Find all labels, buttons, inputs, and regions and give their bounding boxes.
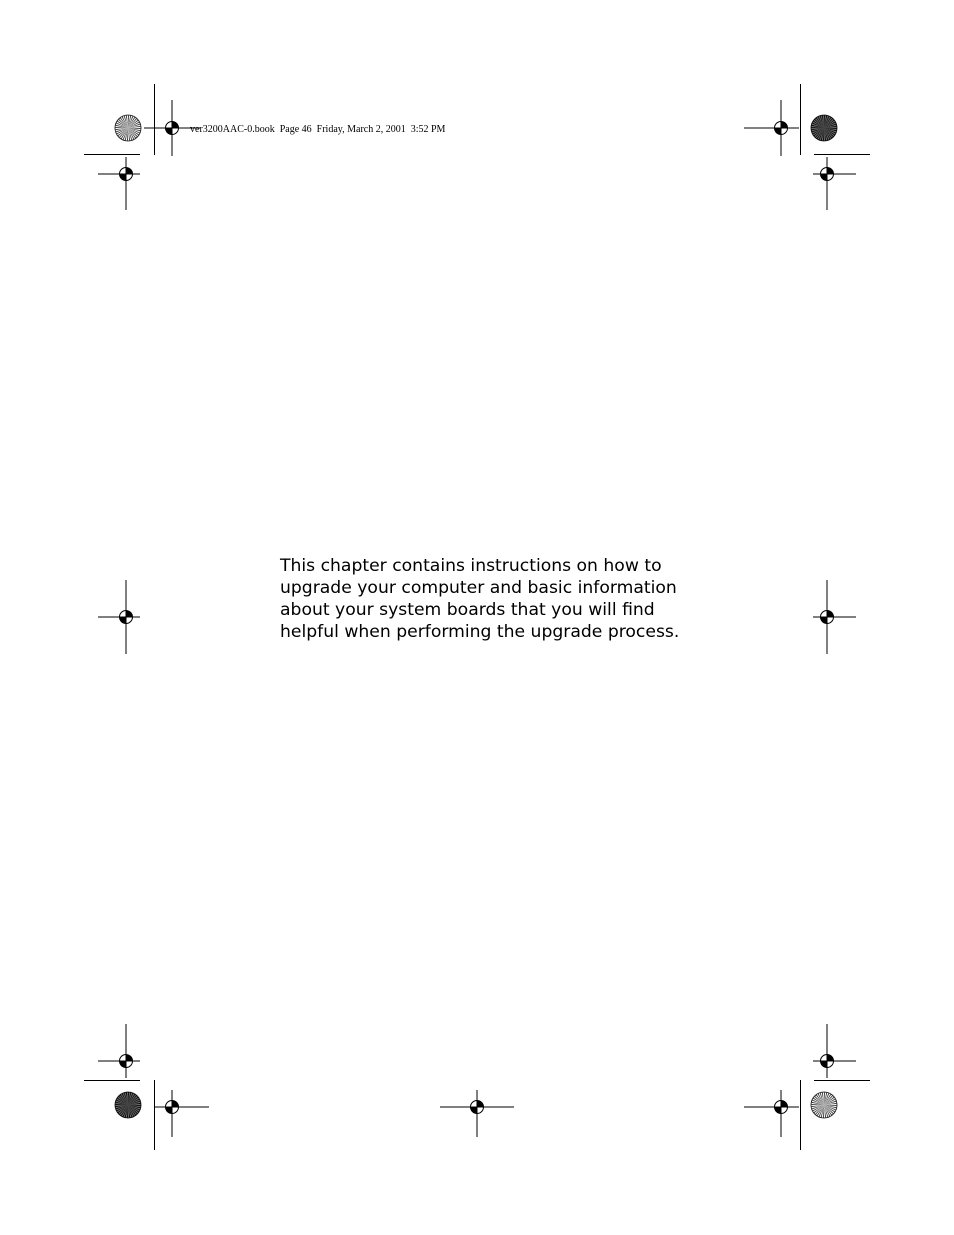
registration-mark-icon [154,1090,209,1137]
registration-mark-icon [98,157,140,210]
chapter-intro-paragraph: This chapter contains instructions on how to upgrade your computer and basic information about your system boards that you will find helpful when performing the upgrade process. [280,556,680,642]
star-target-icon [811,115,837,141]
registration-mark-icon [813,157,856,210]
registration-mark-icon [440,1090,514,1137]
registration-mark-icon [98,1024,140,1078]
print-slug: ver3200AAC-0.book Page 46 Friday, March 2, 2001 3:52 PM [190,124,446,135]
registration-mark-icon [744,1090,799,1137]
star-target-icon [115,115,141,141]
registration-mark-icon [744,100,799,156]
star-target-icon [115,1092,141,1118]
registration-mark-icon [813,1024,856,1078]
registration-mark-icon [98,580,140,654]
registration-mark-icon [813,580,856,654]
star-target-icon [811,1092,837,1118]
